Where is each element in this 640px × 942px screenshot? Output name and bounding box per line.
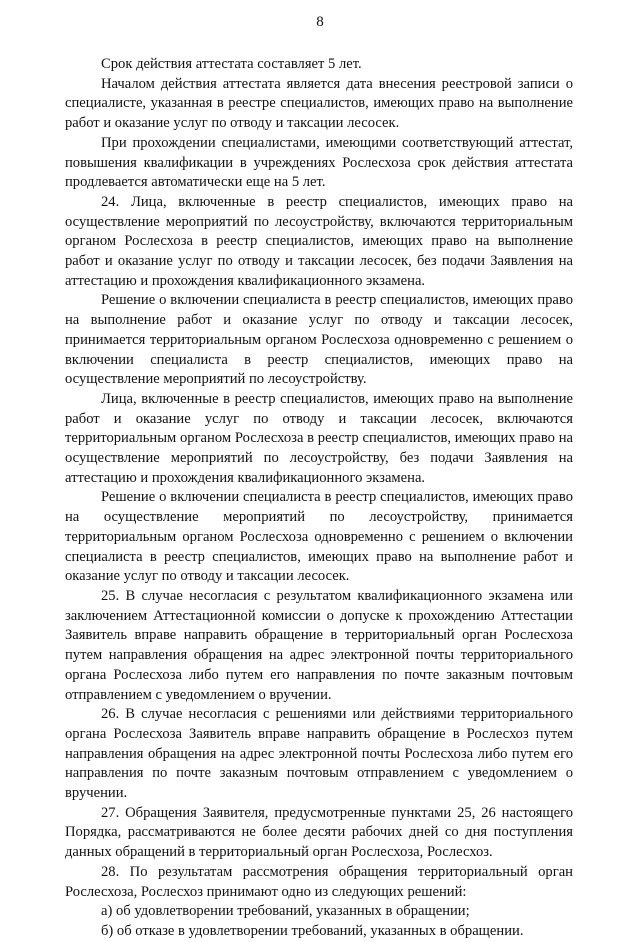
paragraph: Началом действия аттестата является дата внесения реестровой записи о специалисте, указанная в реестре специалистов, имеющих право на выполнение работ и оказание услуг по отводу и таксации лесосек. xyxy=(65,75,573,132)
page-number: 8 xyxy=(316,14,324,30)
paragraph: Решение о включении специалиста в реестр специалистов, имеющих право на осуществление мероприятий по лесоустройству, принимается территориальным органом Рослесхоза одновременно с решением о включении специалиста в реестр специалистов, имеющих право на выполнение работ и оказание услуг по отводу и таксации лесосек. xyxy=(65,489,573,585)
paragraph: Лица, включенные в реестр специалистов, имеющих право на выполнение работ и оказание услуг по отводу и таксации лесосек, включаются территориальным органом Рослесхоза в реестр специалистов, имеющих право на осуществление мероприятий по лесоустройству, без подачи Заявления на аттестацию и прохождения квалификационного экзамена. xyxy=(65,390,573,486)
document-body xyxy=(65,55,573,942)
paragraph: Срок действия аттестата составляет 5 лет. xyxy=(101,56,362,72)
paragraph-item-28: 28. По результатам рассмотрения обращения территориальный орган Рослесхоза, Рослесхоз принимают одно из следующих решений: xyxy=(65,863,573,900)
paragraph: При прохождении специалистами, имеющими соответствующий аттестат, повышения квалификации в учреждениях Рослесхоза срок действия аттестата продлевается автоматически еще на 5 лет. xyxy=(65,134,573,191)
paragraph-item-26: 26. В случае несогласия с решениями или действиями территориального органа Рослесхоза Заявитель вправе направить обращение в Рослесхоз путем направления обращения на адрес электронной почты Рослесхоза либо путем его направления по почте заказным почтовым отправлением с уведомлением о вручении. xyxy=(65,706,573,802)
paragraph-item-24: 24. Лица, включенные в реестр специалистов, имеющих право на осуществление мероприятий по лесоустройству, включаются территориальным органом Рослесхоза в реестр специалистов, имеющих право на выполнение работ и оказание услуг по отводу и таксации лесосек, без подачи Заявления на аттестацию и прохождения квалификационного экзамена. xyxy=(65,193,573,289)
paragraph: Решение о включении специалиста в реестр специалистов, имеющих право на выполнение работ и оказание услуг по отводу и таксации лесосек, принимается территориальным органом Рослесхоза одновременно с решением о включении специалиста в реестр специалистов, имеющих право на осуществление мероприятий по лесоустройству. xyxy=(65,292,573,388)
paragraph-item-25: 25. В случае несогласия с результатом квалификационного экзамена или заключением Аттестационной комиссии о допуске к прохождению Аттестации Заявитель вправе направить обращение в территориальный орган Рослесхоза путем направления обращения на адрес электронной почты территориального органа Рослесхоза либо путем его направления по почте заказным почтовым отправлением с уведомлением о вручении. xyxy=(65,587,573,703)
list-item-b: б) об отказе в удовлетворении требований, указанных в обращении. xyxy=(101,922,524,939)
paragraph-item-27: 27. Обращения Заявителя, предусмотренные пунктами 25, 26 настоящего Порядка, рассматриваются не более десяти рабочих дней со дня поступления данных обращений в территориальный орган Рослесхоза, Рослесхоз. xyxy=(65,804,573,861)
list-item-a: а) об удовлетворении требований, указанных в обращении; xyxy=(101,903,470,920)
